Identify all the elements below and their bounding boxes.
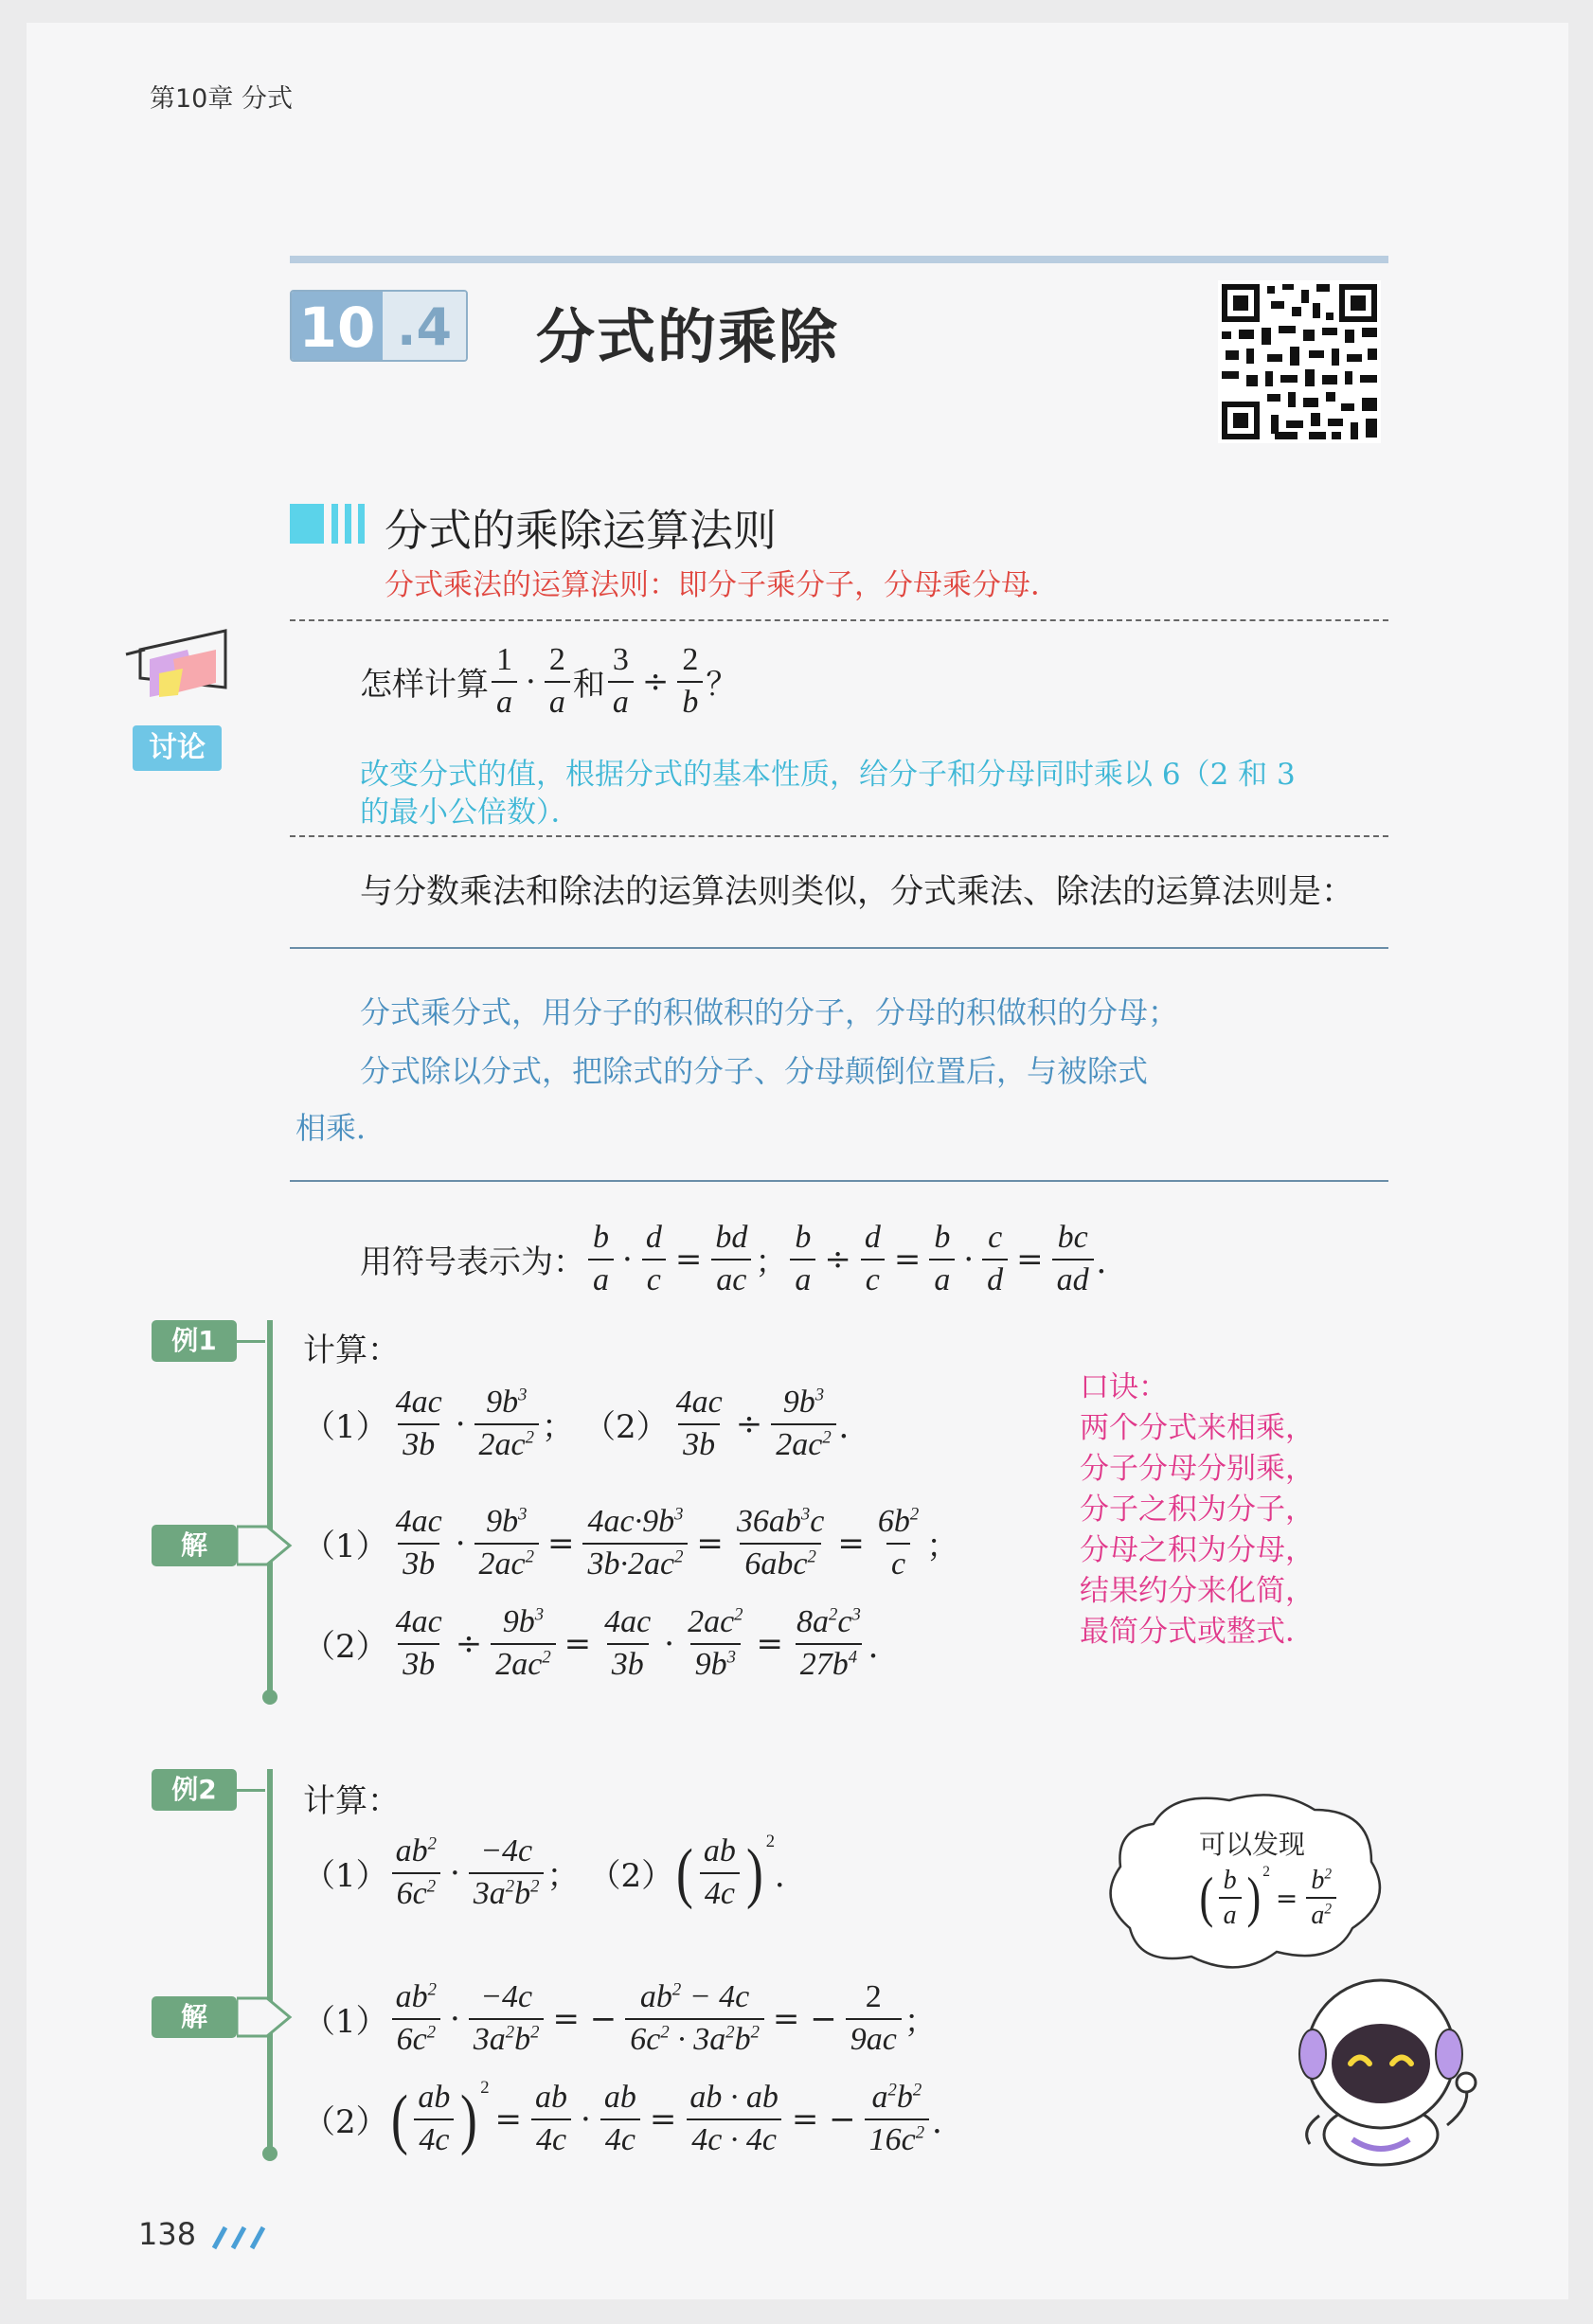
thought-bubble <box>1097 1786 1400 1985</box>
example1-vbar <box>267 1320 273 1695</box>
mnemonic-line: 两个分式来相乘， <box>1080 1411 1315 1445</box>
mnemonic-line: 分子之积为分子， <box>1080 1493 1315 1527</box>
section-number-main: 10 <box>292 292 383 360</box>
example2-prompt: 计算： <box>303 1782 400 1820</box>
question-prefix: 怎样计算 <box>360 666 489 704</box>
subsection-title: 分式的乘除运算法则 <box>385 505 777 556</box>
example2-solution-2: （2） ( $\frac{ab}{4c}$ ) $^2$ = $\frac{ab}{4c}$ · $\frac{ab}{4c}$ = $\frac{ab \cdot ab}{4c \cdot 4c}$ = − $\frac{a^2b^2}{16c^2}$ ． <box>303 2078 964 2160</box>
discussion-label: 讨论 <box>133 725 222 771</box>
red-annotation: 分式乘法的运算法则：即分子乘分子，分母乘分母． <box>385 568 1060 602</box>
bubble-text: 可以发现 <box>1199 1829 1306 1860</box>
question-end: ？ <box>706 666 739 704</box>
frac-b-a-3: $\frac{b}{a}$ <box>929 1218 955 1300</box>
rule-line-2: 分式除以分式，把除式的分子、分母颠倒位置后，与被除式 <box>360 1053 1149 1089</box>
discussion-icon <box>121 621 235 716</box>
rule-line-3: 相乘． <box>295 1110 387 1146</box>
qr-code[interactable] <box>1218 280 1381 443</box>
example2-badge: 例2 <box>152 1769 237 1811</box>
example1-prompt: 计算： <box>303 1332 400 1369</box>
section-top-rule <box>290 256 1388 263</box>
solution-arrow <box>237 1523 294 1572</box>
example1-solution-1: （1） $\frac{4ac}{3b}$ · $\frac{9b^3}{2ac^2}$ = $\frac{4ac\cdot 9b^3}{3b\cdot 2ac^2}$ = $\frac{36ab^3c}{6abc^2}$ = $\frac{6b^2}{c}$ ； <box>303 1502 958 1584</box>
robot-mascot <box>1277 1964 1485 2172</box>
frac-d-c: $\frac{d}{c}$ <box>641 1218 667 1300</box>
page-number: 138 <box>138 2216 197 2252</box>
blue-annotation-1: 改变分式的值，根据分式的基本性质，给分子和分母同时乘以 6（2 和 3 <box>360 758 1296 792</box>
frac-3-a: $\frac{3}{a}$ <box>608 640 634 723</box>
symbol-formula: 用符号表示为： $\frac{b}{a}$ · $\frac{d}{c}$ = $\frac{bd}{ac}$ ； $\frac{b}{a}$ ÷ $\frac{d}{c}$ = $\frac{b}{a}$ · $\frac{c}{d}$ = $\frac{bc}{ad}$ ． <box>360 1218 1129 1300</box>
example2-solution-badge: 解 <box>152 1996 237 2038</box>
example2-solution-1: （1） $\frac{ab^2}{6c^2}$ · $\frac{-4c}{3a^2b^2}$ = − $\frac{ab^2 - 4c}{6c^2 \cdot 3a^2b^2}$ = − $\frac{2}{9ac}$ ； <box>303 1977 937 2060</box>
frac-d-c-2: $\frac{d}{c}$ <box>860 1218 886 1300</box>
mnemonic-line: 分母之积为分母， <box>1080 1533 1315 1567</box>
discussion-bottom-dash <box>290 835 1388 837</box>
frac-b-a-2: $\frac{b}{a}$ <box>790 1218 815 1300</box>
rule-top-line <box>290 947 1388 949</box>
symbol-prefix: 用符号表示为： <box>360 1243 585 1281</box>
subsection-marker <box>290 504 367 544</box>
chapter-header: 第10章 分式 <box>150 84 293 114</box>
example1-end-dot <box>262 1689 277 1705</box>
example1-badge: 例1 <box>152 1320 237 1362</box>
example2-problems: （1） $\frac{ab^2}{6c^2}$ · $\frac{-4c}{3a^2b^2}$ ； （2） ( $\frac{ab}{4c}$ ) $^2$ ． <box>303 1832 807 1914</box>
discussion-question: 怎样计算 $\frac{1}{a}$ · $\frac{2}{a}$ 和 $\frac{3}{a}$ ÷ $\frac{2}{b}$ ？ <box>360 640 738 723</box>
question-and: 和 <box>572 666 605 704</box>
mnemonic-line: 最简分式或整式． <box>1080 1615 1315 1649</box>
frac-c-d: $\frac{c}{d}$ <box>982 1218 1008 1300</box>
example1-solution-badge: 解 <box>152 1525 237 1566</box>
section-title: 分式的乘除 <box>536 302 840 371</box>
mnemonic-title: 口诀： <box>1080 1370 1168 1404</box>
bubble-formula: ( $\frac{b}{a}$ ) $^2$ = $\frac{b^2}{a^2}$ <box>1197 1864 1339 1932</box>
mnemonic-line: 结果约分来化简， <box>1080 1574 1315 1608</box>
blue-annotation-2: 的最小公倍数）． <box>360 796 581 830</box>
example2-end-dot <box>262 2146 277 2161</box>
solution-arrow-2 <box>237 1994 294 2044</box>
textbook-page <box>27 23 1568 2299</box>
frac-b-a: $\frac{b}{a}$ <box>588 1218 614 1300</box>
rule-line-1: 分式乘分式，用分子的积做积的分子，分母的积做积的分母； <box>360 994 1179 1030</box>
frac-bd-ac: $\frac{bd}{ac}$ <box>710 1218 752 1300</box>
section-number-sub: .4 <box>383 292 466 360</box>
example1-problems: （1） $\frac{4ac}{3b}$ · $\frac{9b^3}{2ac^2}$ ； （2） $\frac{4ac}{3b}$ ÷ $\frac{9b^3}{2ac^2}$ ． <box>303 1383 871 1465</box>
mnemonic-line: 分子分母分别乘， <box>1080 1452 1315 1486</box>
section-number-badge <box>290 290 468 362</box>
frac-2-a: $\frac{2}{a}$ <box>545 640 570 723</box>
rule-bottom-line <box>290 1180 1388 1182</box>
mnemonic-box <box>1080 1368 1315 1653</box>
frac-bc-ad: $\frac{bc}{ad}$ <box>1052 1218 1094 1300</box>
frac-2-b: $\frac{2}{b}$ <box>677 640 703 723</box>
frac-1-a: $\frac{1}{a}$ <box>492 640 517 723</box>
intro-text: 与分数乘法和除法的运算法则类似，分式乘法、除法的运算法则是： <box>360 873 1355 911</box>
example1-solution-2: （2） $\frac{4ac}{3b}$ ÷ $\frac{9b^3}{2ac^2}$ = $\frac{4ac}{3b}$ · $\frac{2ac^2}{9b^3}$ = $\frac{8a^2c^3}{27b^4}$ ． <box>303 1602 901 1685</box>
example2-vbar <box>267 1769 273 2152</box>
page-number-slashes <box>208 2224 275 2256</box>
discussion-top-dash <box>290 619 1388 621</box>
